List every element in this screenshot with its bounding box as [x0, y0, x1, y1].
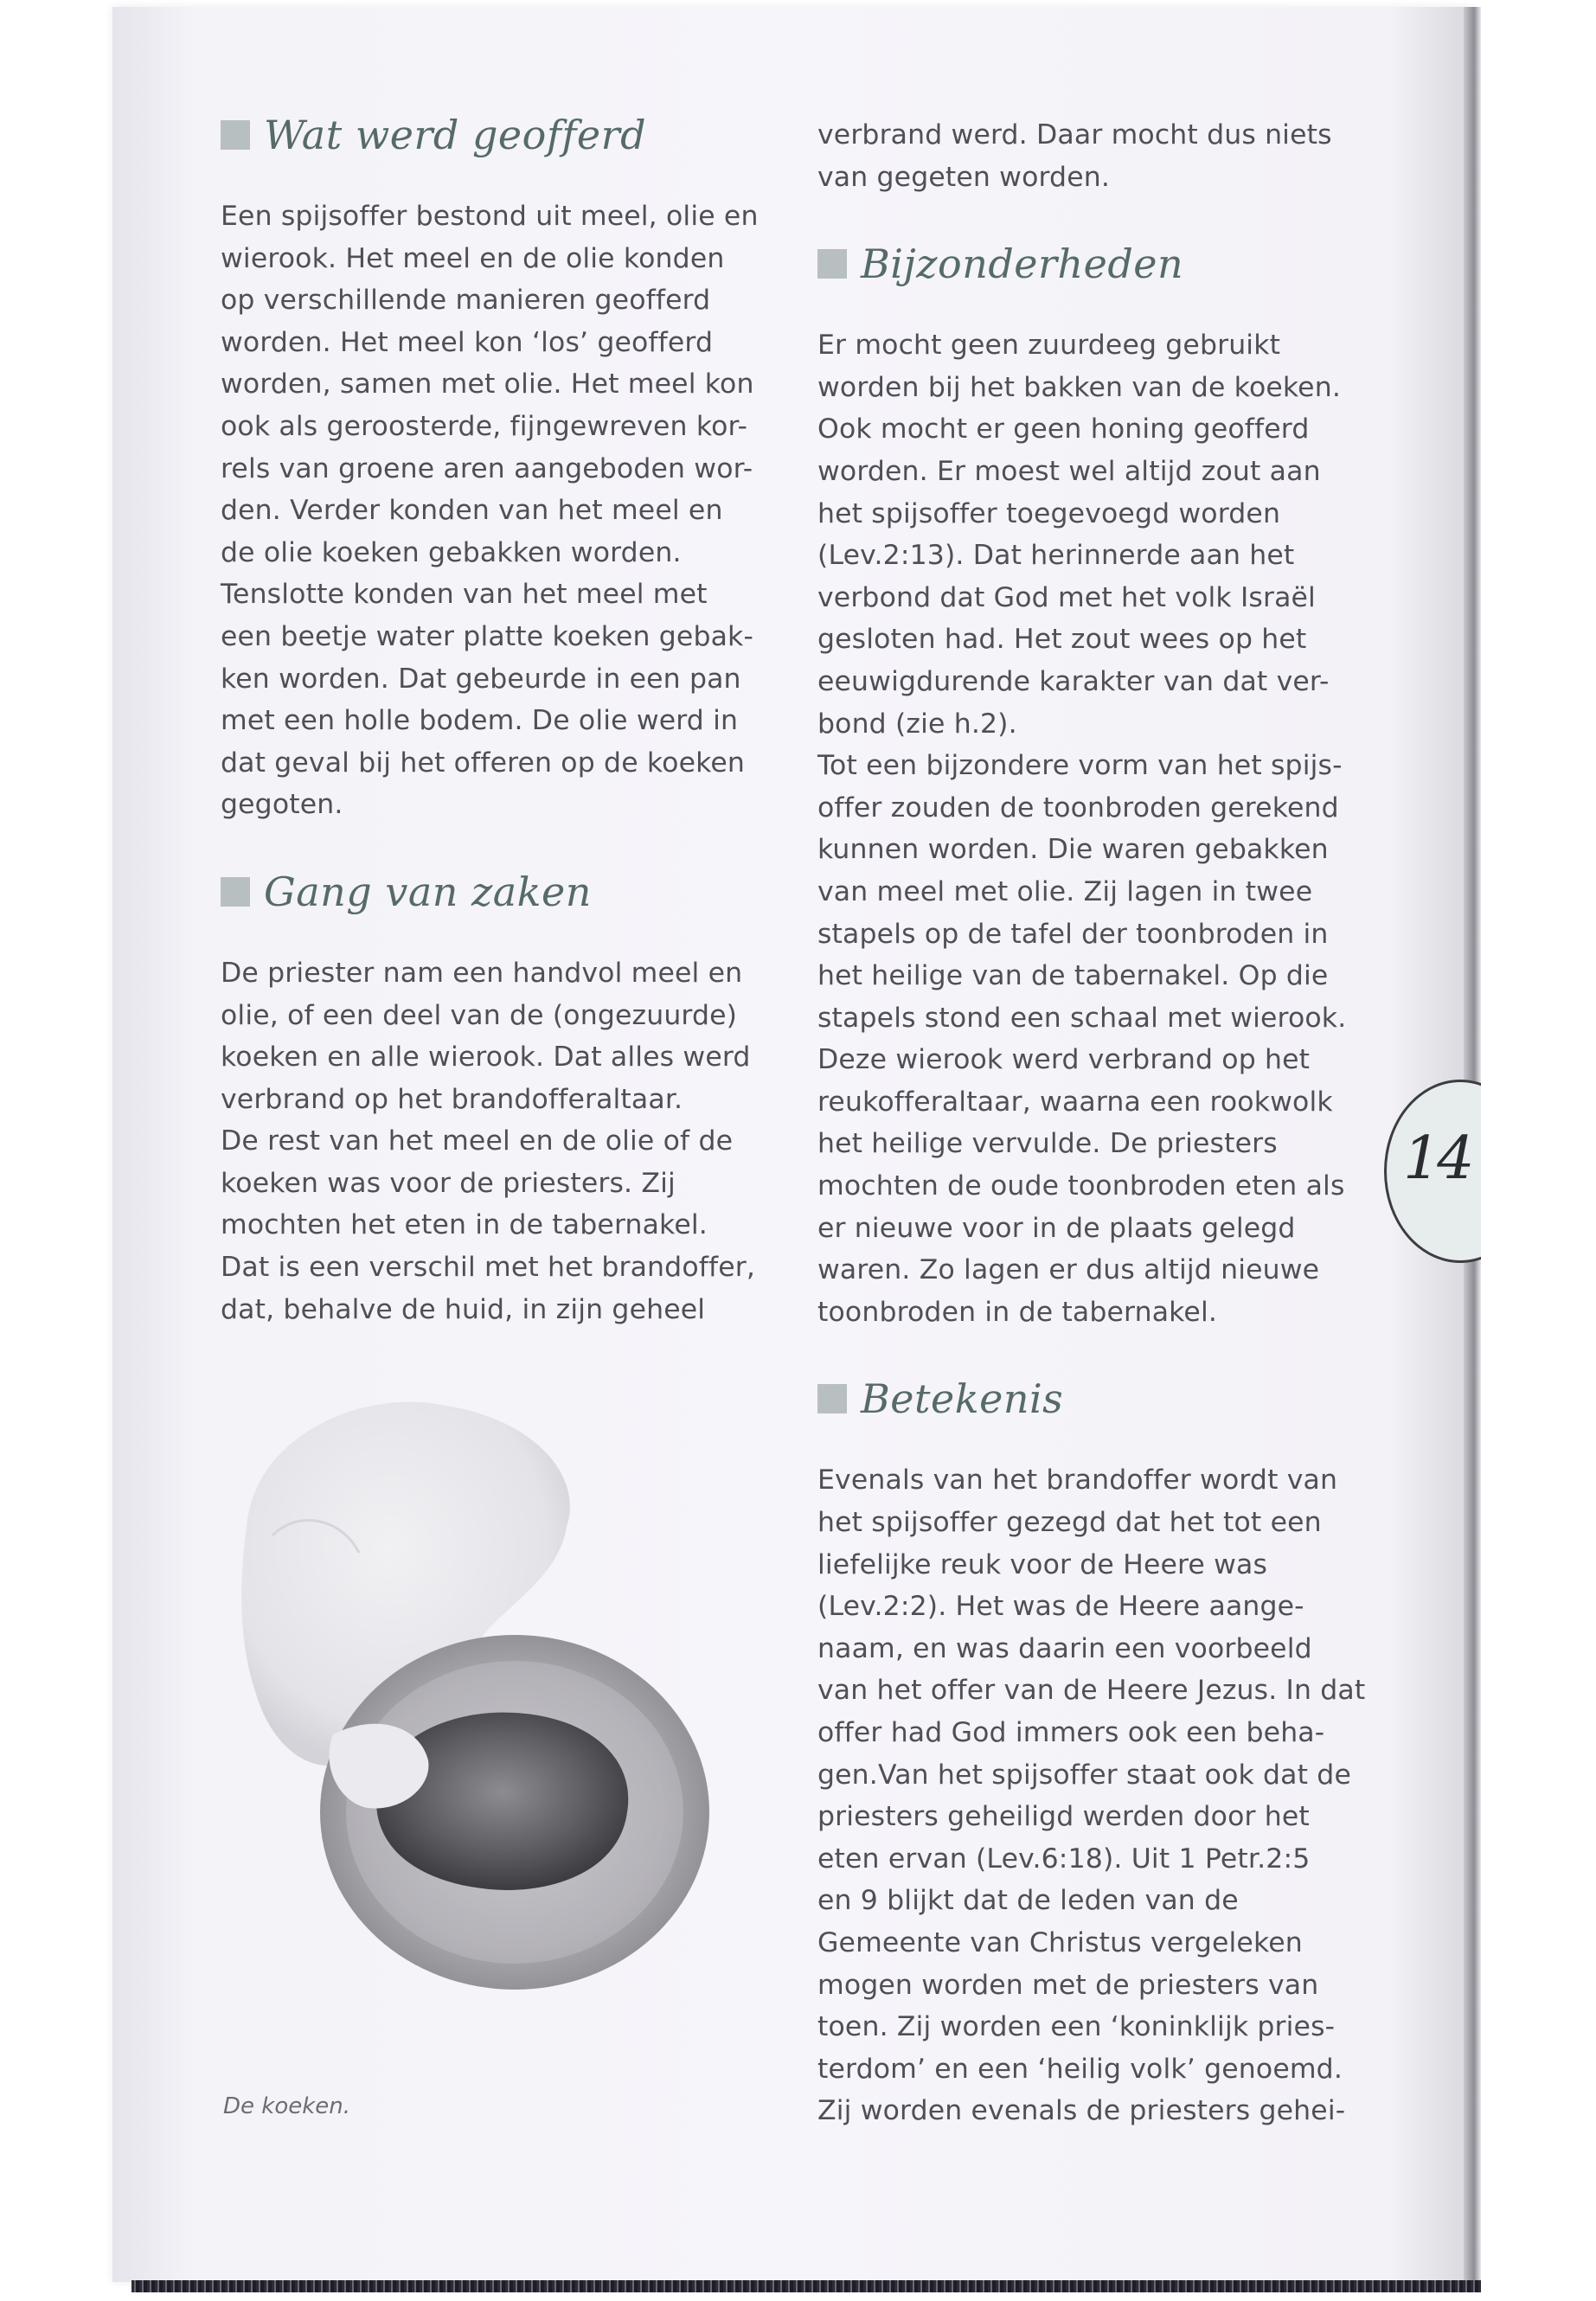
- text-line: (Lev.2:2). Het was de Heere aange-: [817, 1591, 1304, 1623]
- text-line: ook als geroosterde, fijngewreven kor-: [221, 410, 748, 442]
- section-heading-gang-van-zaken: Gang van zaken: [221, 861, 774, 923]
- section-heading-betekenis: Betekenis: [817, 1368, 1371, 1430]
- text-line: van het offer van de Heere Jezus. In dat: [817, 1675, 1366, 1707]
- section-body-bijzonderheden: [817, 324, 1371, 1333]
- text-line: Dat is een verschil met het brandoffer,: [221, 1252, 756, 1284]
- text-line: (Lev.2:13). Dat herinnerde aan het: [817, 540, 1295, 572]
- text-line: Tot een bijzondere vorm van het spijs-: [817, 750, 1343, 782]
- page-bottom-edge: [131, 2280, 1481, 2292]
- text-line: priesters geheiligd werden door het: [817, 1801, 1310, 1833]
- text-line: dat geval bij het offeren op de koeken: [221, 747, 746, 779]
- text-line: verbond dat God met het volk Israël: [817, 581, 1316, 613]
- text-line: koeken en alle wierook. Dat alles werd: [221, 1042, 751, 1074]
- text-line: van meel met olie. Zij lagen in twee: [817, 875, 1313, 907]
- heading-square-icon: [221, 877, 250, 907]
- text-line: worden, samen met olie. Het meel kon: [221, 369, 754, 401]
- text-line: offer zouden de toonbroden gerekend: [817, 792, 1339, 824]
- text-line: gen.Van het spijsoffer staat ook dat de: [817, 1759, 1351, 1791]
- text-line: op verschillende manieren geofferd: [221, 285, 711, 317]
- continued-text: [817, 114, 1371, 198]
- text-line: Er mocht geen zuurdeeg gebruikt: [817, 330, 1281, 362]
- text-line: eeuwigdurende karakter van dat ver-: [817, 665, 1330, 697]
- section-heading-wat-werd-geofferd: Wat werd geofferd: [221, 104, 774, 166]
- text-line: en 9 blijkt dat de leden van de: [817, 1885, 1239, 1917]
- text-line: koeken was voor de priesters. Zij: [221, 1167, 676, 1199]
- text-line: wierook. Het meel en de olie konden: [221, 242, 725, 274]
- text-line: dat, behalve de huid, in zijn geheel: [221, 1293, 706, 1325]
- text-line: terdom’ en een ‘heilig volk’ genoemd.: [817, 2053, 1343, 2085]
- section-body-betekenis: [817, 1459, 1371, 2132]
- text-line: offer had God immers ook een beha-: [817, 1717, 1325, 1748]
- text-line: de olie koeken gebakken worden.: [221, 536, 682, 568]
- right-column: [817, 104, 1371, 2132]
- text-line: olie, of een deel van de (ongezuurde): [221, 999, 738, 1031]
- text-line: worden. Het meel kon ‘los’ geofferd: [221, 326, 714, 358]
- text-line: bond (zie h.2).: [817, 708, 1017, 740]
- text-line: stapels stond een schaal met wierook.: [817, 1002, 1347, 1034]
- section-body-wat-werd-geofferd: [221, 195, 774, 826]
- text-line: kunnen worden. Die waren gebakken: [817, 834, 1329, 866]
- text-line: het spijsoffer gezegd dat het tot een: [817, 1507, 1322, 1539]
- text-line: er nieuwe voor in de plaats gelegd: [817, 1212, 1296, 1244]
- text-line: het spijsoffer toegevoegd worden: [817, 497, 1281, 529]
- text-line: Ook mocht er geen honing geofferd: [817, 413, 1310, 445]
- page-number: 14: [1403, 1125, 1471, 1193]
- left-column: [221, 104, 774, 1330]
- text-line: gegoten.: [221, 789, 343, 821]
- photo-caption: De koeken.: [223, 2093, 351, 2119]
- text-line: gesloten had. Het zout wees op het: [817, 624, 1307, 656]
- section-heading-bijzonderheden: Bijzonderheden: [817, 233, 1371, 295]
- text-line: mogen worden met de priesters van: [817, 1969, 1319, 2001]
- heading-square-icon: [817, 249, 847, 279]
- text-line: met een holle bodem. De olie werd in: [221, 705, 739, 737]
- text-line: toonbroden in de tabernakel.: [817, 1296, 1218, 1328]
- text-line: stapels op de tafel der toonbroden in: [817, 918, 1329, 950]
- text-line: reukofferaltaar, waarna een rookwolk: [817, 1086, 1333, 1118]
- text-line: het heilige van de tabernakel. Op die: [817, 960, 1329, 992]
- text-line: verbrand werd. Daar mocht dus niets: [817, 119, 1332, 151]
- text-line: Deze wierook werd verbrand op het: [817, 1044, 1311, 1076]
- heading-square-icon: [221, 120, 250, 150]
- text-line: Evenals van het brandoffer wordt van: [817, 1465, 1338, 1497]
- text-line: Zij worden evenals de priesters gehei-: [817, 2095, 1346, 2127]
- text-line: Een spijsoffer bestond uit meel, olie en: [221, 201, 759, 232]
- text-line: het heilige vervulde. De priesters: [817, 1128, 1278, 1160]
- text-line: naam, en was daarin een voorbeeld: [817, 1632, 1312, 1664]
- text-line: een beetje water platte koeken gebak-: [221, 620, 753, 652]
- text-line: verbrand op het brandofferaltaar.: [221, 1083, 683, 1115]
- text-line: ken worden. Dat gebeurde in een pan: [221, 663, 741, 695]
- text-line: mochten het eten in de tabernakel.: [221, 1209, 708, 1241]
- text-line: worden bij het bakken van de koeken.: [817, 371, 1341, 403]
- text-line: den. Verder konden van het meel en: [221, 495, 723, 527]
- text-line: Gemeente van Christus vergeleken: [817, 1926, 1303, 1958]
- text-line: worden. Er moest wel altijd zout aan: [817, 455, 1321, 487]
- cakes-photo: [221, 1380, 740, 2003]
- text-line: eten ervan (Lev.6:18). Uit 1 Petr.2:5: [817, 1843, 1311, 1875]
- text-line: De rest van het meel en de olie of de: [221, 1125, 734, 1157]
- text-line: liefelijke reuk voor de Heere was: [817, 1548, 1268, 1580]
- text-line: rels van groene aren aangeboden wor-: [221, 452, 753, 484]
- text-line: Tenslotte konden van het meel met: [221, 579, 708, 611]
- tab-clip: [1481, 1038, 1550, 1298]
- text-line: mochten de oude toonbroden eten als: [817, 1170, 1345, 1202]
- section-body-gang-van-zaken: [221, 952, 774, 1330]
- text-line: van gegeten worden.: [817, 161, 1111, 193]
- text-line: toen. Zij worden een ‘koninklijk pries-: [817, 2011, 1336, 2043]
- text-line: De priester nam een handvol meel en: [221, 957, 743, 989]
- heading-square-icon: [817, 1384, 847, 1413]
- text-line: waren. Zo lagen er dus altijd nieuwe: [817, 1254, 1320, 1286]
